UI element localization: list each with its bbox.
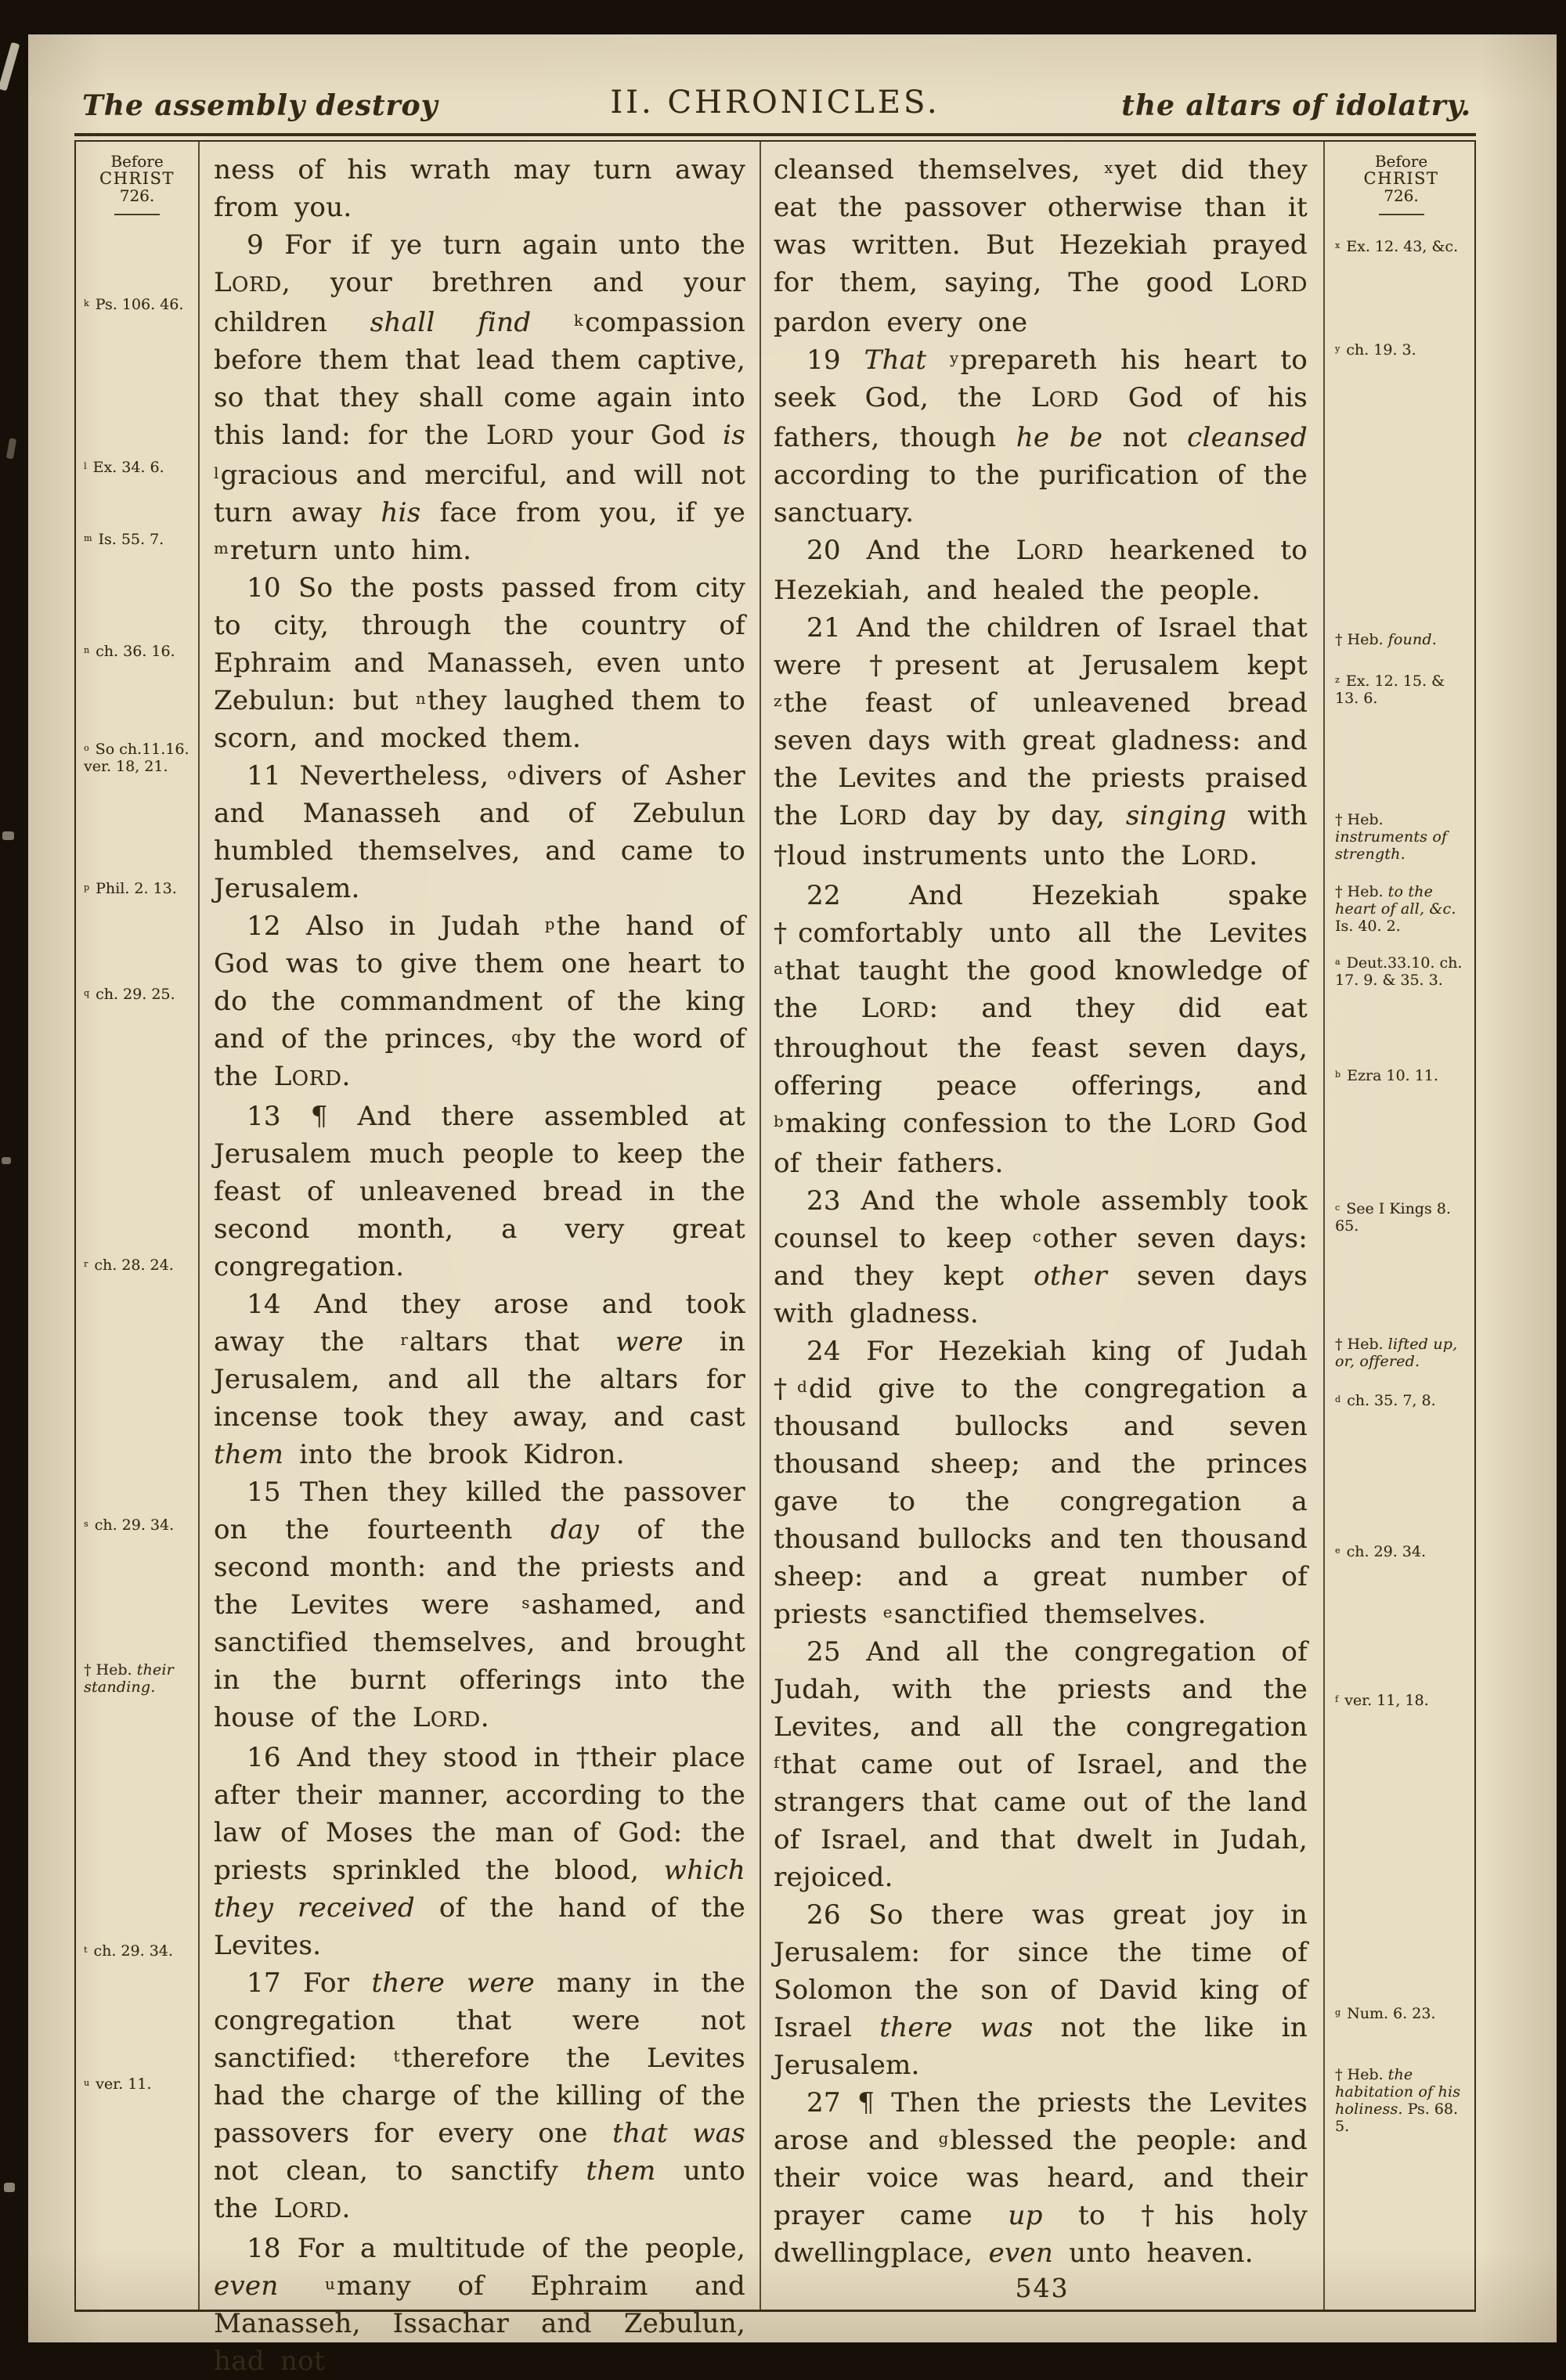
right-text-column bbox=[761, 142, 1323, 2269]
verse-paragraph: ness of his wrath may turn away from you. bbox=[214, 154, 745, 223]
verse-paragraph: 10 So the posts passed from city to city, through the country of Ephraim and Manasseh, even unto Zebulun: but $^n$they laughed them to scorn, and mocked them. bbox=[214, 572, 745, 754]
margin-note: $^d$ ch. 35. 7, 8. bbox=[1335, 1392, 1436, 1409]
before-christ-heading bbox=[1325, 142, 1478, 215]
margin-note: $^f$ ver. 11, 18. bbox=[1335, 1692, 1429, 1709]
verse-paragraph: 11 Nevertheless, $^o$divers of Asher and Manasseh and of Zebulun humbled themselves, and came to Jerusalem. bbox=[214, 760, 745, 904]
verse-paragraph: 16 And they stood in †their place after their manner, according to the law of Moses the man of God: the priests sprinkled the blood, which they received of the hand of the Levites. bbox=[214, 1742, 745, 1961]
margin-note: $^x$ Ex. 12. 43, &c. bbox=[1335, 238, 1459, 255]
verse-paragraph: 25 And all the congregation of Judah, with the priests and the Levites, and all the congregation $^f$that came out of Israel, and the strangers that came out of the land of Israel, and that dwelt in Judah, rejoiced. bbox=[774, 1636, 1308, 1893]
divider-rule bbox=[1379, 214, 1424, 215]
margin-note: † Heb. found. bbox=[1335, 631, 1437, 648]
verse-paragraph: 18 For a multitude of the people, even $^u$many of Ephraim and Manasseh, Issachar and Zebulun, had not bbox=[214, 2233, 745, 2377]
scan-artifact bbox=[4, 2183, 15, 2192]
verse-paragraph: 26 So there was great joy in Jerusalem: for since the time of Solomon the son of David king of Israel there was not the like in Jerusalem. bbox=[774, 1899, 1308, 2081]
verse-paragraph: 9 For if ye turn again unto the LORD, your brethren and your children shall find $^k$compassion before them that lead them captive, so that they shall come again into this land: for the LORD your God is $^l$gracious and merciful, and will not turn away his face from you, if ye $^m$return unto him. bbox=[214, 229, 745, 566]
double-rule bbox=[74, 133, 1476, 142]
verse-paragraph: 21 And the children of Israel that were †present at Jerusalem kept $^z$the feast of unleavened bread seven days with great gladness: and the Levites and the priests praised the LORD day by day, singing with †loud instruments unto the LORD. bbox=[774, 612, 1308, 871]
verse-paragraph: 17 For there were many in the congregation that were not sanctified: $^t$therefore the Levites had the charge of the killing of the passovers for every one that was not clean, to sanctify them unto the LORD. bbox=[214, 1967, 745, 2224]
page-number: 543 bbox=[1015, 2273, 1070, 2303]
verse-paragraph: 14 And they arose and took away the $^r$altars that were in Jerusalem, and all the altars for incense took they away, and cast them into the brook Kidron. bbox=[214, 1289, 746, 1470]
margin-note: † Heb. their standing. bbox=[84, 1661, 174, 1696]
scan-artifact bbox=[2, 831, 14, 840]
margin-note: $^o$ So ch.11.16. ver. 18, 21. bbox=[84, 741, 189, 775]
before-christ-line: Before bbox=[110, 152, 164, 171]
verse-paragraph: 19 That $^y$prepareth his heart to seek God, the LORD God of his fathers, though he be not cleansed according to the purification of the sanctuary. bbox=[774, 344, 1308, 528]
left-text-column bbox=[200, 142, 760, 2377]
verse-paragraph: cleansed themselves, $^x$yet did they eat the passover otherwise than it was written. But Hezekiah prayed for them, saying, The good LORD pardon every one bbox=[774, 154, 1308, 338]
margin-note: $^g$ Num. 6. 23. bbox=[1335, 2005, 1436, 2022]
margin-note: $^m$ Is. 55. 7. bbox=[84, 531, 164, 548]
before-christ-line: 726. bbox=[1384, 186, 1419, 205]
margin-note: $^n$ ch. 36. 16. bbox=[84, 643, 175, 660]
margin-note: $^p$ Phil. 2. 13. bbox=[84, 880, 177, 897]
verse-paragraph: 20 And the LORD hearkened to Hezekiah, and healed the people. bbox=[774, 535, 1308, 606]
before-christ-line: CHRIST bbox=[1363, 169, 1439, 188]
header-left-catchphrase: The assembly destroy bbox=[82, 89, 438, 122]
running-header bbox=[74, 83, 1476, 128]
margin-note: $^a$ Deut.33.10. ch. 17. 9. & 35. 3. bbox=[1335, 954, 1463, 989]
scan-artifact bbox=[0, 42, 20, 92]
left-margin-notes-column bbox=[76, 142, 198, 2310]
margin-note: $^e$ ch. 29. 34. bbox=[1335, 1543, 1426, 1560]
margin-note: $^t$ ch. 29. 34. bbox=[84, 1942, 173, 1960]
before-christ-line: CHRIST bbox=[99, 169, 175, 188]
verse-paragraph: 27 ¶ Then the priests the Levites arose and $^g$blessed the people: and their voice was heard, and their prayer came up to †his holy dwellingplace, even unto heaven. bbox=[774, 2087, 1308, 2269]
verse-paragraph: 24 For Hezekiah king of Judah †$^d$did give to the congregation a thousand bullocks and seven thousand sheep; and the princes gave to the congregation a thousand bullocks and ten thousand sheep: and a great number of priests $^e$sanctified themselves. bbox=[774, 1336, 1308, 1630]
margin-note: † Heb. lifted up, or, offered. bbox=[1335, 1336, 1458, 1370]
margin-note: $^z$ Ex. 12. 15. & 13. 6. bbox=[1335, 673, 1445, 707]
margin-note: $^b$ Ezra 10. 11. bbox=[1335, 1067, 1438, 1084]
content-box bbox=[74, 142, 1476, 2377]
before-christ-line: Before bbox=[1374, 152, 1428, 171]
margin-note: † Heb. instruments of strength. bbox=[1335, 811, 1448, 863]
verse-paragraph: 22 And Hezekiah spake †comfortably unto all the Levites $^a$that taught the good knowledge of the LORD: and they did eat throughout the feast seven days, offering peace offerings, and $^b$making confession to the LORD God of their fathers. bbox=[774, 880, 1308, 1179]
verse-paragraph: 23 And the whole assembly took counsel to keep $^c$other seven days: and they kept other seven days with gladness. bbox=[774, 1185, 1308, 1329]
right-margin-notes-column bbox=[1325, 142, 1478, 2310]
verse-paragraph: 13 ¶ And there assembled at Jerusalem much people to keep the feast of unleavened bread in the second month, a very great congregation. bbox=[214, 1101, 745, 1282]
scan-artifact bbox=[2, 1157, 11, 1164]
margin-note: $^u$ ver. 11. bbox=[84, 2075, 152, 2093]
before-christ-line: 726. bbox=[119, 186, 155, 205]
bible-page bbox=[28, 34, 1557, 2377]
margin-note: $^s$ ch. 29. 34. bbox=[84, 1516, 175, 1534]
margin-note: $^l$ Ex. 34. 6. bbox=[84, 459, 164, 476]
margin-note: † Heb. the habitation of his holiness. Ps. 68. 5. bbox=[1335, 2066, 1461, 2135]
divider-rule bbox=[114, 214, 160, 215]
margin-note: $^k$ Ps. 106. 46. bbox=[84, 296, 184, 313]
before-christ-heading bbox=[76, 142, 198, 215]
verse-paragraph: 15 Then they killed the passover on the fourteenth day of the second month: and the priests and the Levites were $^s$ashamed, and sanctified themselves, and brought in the burnt offerings into the house of the LORD. bbox=[214, 1477, 745, 1733]
margin-note: $^q$ ch. 29. 25. bbox=[84, 986, 175, 1003]
margin-note: † Heb. to the heart of all, &c. Is. 40. 2. bbox=[1335, 883, 1456, 935]
margin-note: $^r$ ch. 28. 24. bbox=[84, 1257, 174, 1274]
scan-artifact bbox=[6, 438, 16, 459]
book-title: II. CHRONICLES. bbox=[610, 85, 940, 121]
margin-note: $^c$ See I Kings 8. 65. bbox=[1335, 1200, 1451, 1235]
margin-note: $^y$ ch. 19. 3. bbox=[1335, 341, 1416, 359]
header-right-catchphrase: the altars of idolatry. bbox=[1121, 89, 1471, 122]
verse-paragraph: 12 Also in Judah $^p$the hand of God was to give them one heart to do the commandment of the king and of the princes, $^q$by the word of the LORD. bbox=[214, 911, 746, 1092]
